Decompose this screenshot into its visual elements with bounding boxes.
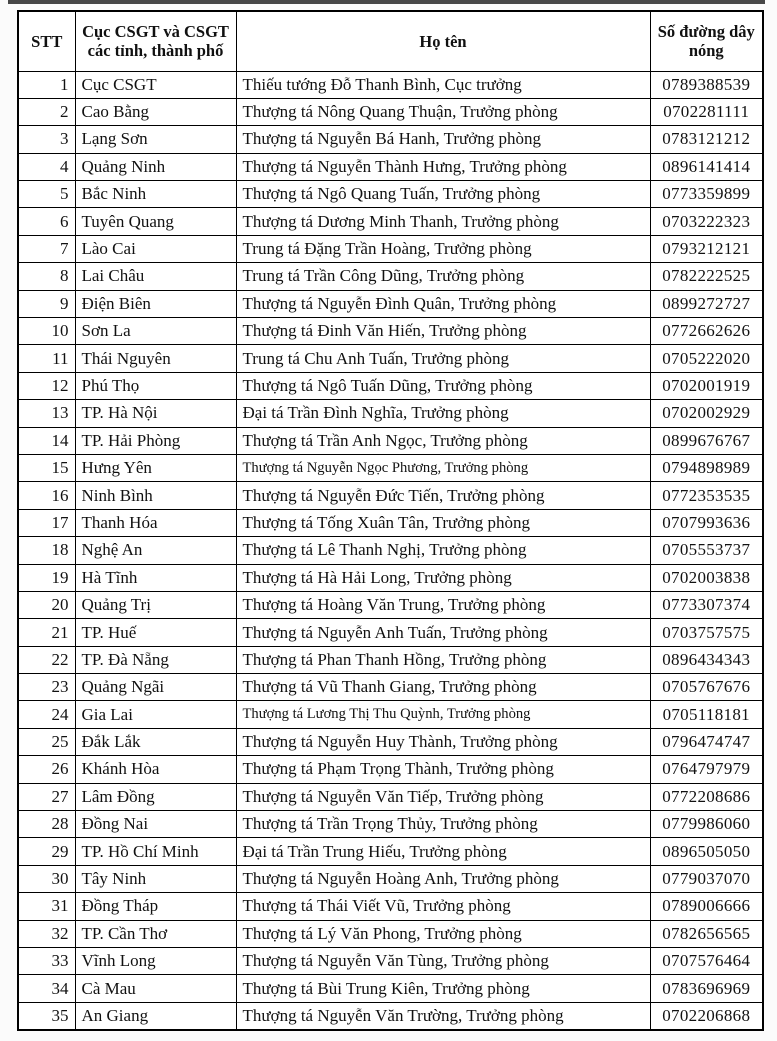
- cell-name: Thượng tá Hoàng Văn Trung, Trưởng phòng: [236, 591, 650, 618]
- cell-name: Thượng tá Nguyễn Anh Tuấn, Trưởng phòng: [236, 619, 650, 646]
- table-row: [18, 893, 763, 920]
- cell-hotline: 0896141414: [650, 153, 763, 180]
- table-row: [18, 454, 763, 481]
- cell-stt: 31: [18, 893, 75, 920]
- cell-stt: 21: [18, 619, 75, 646]
- cell-unit: Thanh Hóa: [75, 509, 236, 536]
- cell-name: Đại tá Trần Đình Nghĩa, Trưởng phòng: [236, 400, 650, 427]
- cell-unit: Sơn La: [75, 318, 236, 345]
- cell-name: Thượng tá Thái Viết Vũ, Trưởng phòng: [236, 893, 650, 920]
- hotline-table: [17, 10, 764, 1031]
- cell-name: Trung tá Chu Anh Tuấn, Trưởng phòng: [236, 345, 650, 372]
- cell-name: Thượng tá Lê Thanh Nghị, Trưởng phòng: [236, 537, 650, 564]
- cell-stt: 24: [18, 701, 75, 728]
- cell-stt: 2: [18, 98, 75, 125]
- cell-stt: 23: [18, 674, 75, 701]
- cell-unit: Quảng Trị: [75, 591, 236, 618]
- cell-stt: 4: [18, 153, 75, 180]
- cell-name: Thượng tá Trần Anh Ngọc, Trưởng phòng: [236, 427, 650, 454]
- table-row: [18, 728, 763, 755]
- cell-name: Thượng tá Lương Thị Thu Quỳnh, Trưởng phòng: [236, 701, 650, 728]
- cell-unit: Khánh Hòa: [75, 756, 236, 783]
- cell-unit: TP. Đà Nẵng: [75, 646, 236, 673]
- cell-hotline: 0707993636: [650, 509, 763, 536]
- cell-unit: TP. Hải Phòng: [75, 427, 236, 454]
- cell-unit: Đắk Lắk: [75, 728, 236, 755]
- cell-unit: Quảng Ngãi: [75, 674, 236, 701]
- cell-hotline: 0789388539: [650, 71, 763, 98]
- cell-name: Thượng tá Dương Minh Thanh, Trưởng phòng: [236, 208, 650, 235]
- cell-hotline: 0773359899: [650, 181, 763, 208]
- cell-stt: 34: [18, 975, 75, 1002]
- header-cell-name: Họ tên: [236, 11, 650, 71]
- cell-name: Thượng tá Nguyễn Thành Hưng, Trưởng phòng: [236, 153, 650, 180]
- cell-name: Thượng tá Nguyễn Đức Tiến, Trưởng phòng: [236, 482, 650, 509]
- header-cell-unit: Cục CSGT và CSGT các tỉnh, thành phố: [75, 11, 236, 71]
- cell-unit: Lai Châu: [75, 263, 236, 290]
- cell-unit: Tây Ninh: [75, 865, 236, 892]
- cell-stt: 22: [18, 646, 75, 673]
- cell-stt: 8: [18, 263, 75, 290]
- cell-stt: 6: [18, 208, 75, 235]
- table-row: [18, 427, 763, 454]
- cell-unit: Lạng Sơn: [75, 126, 236, 153]
- table-row: [18, 756, 763, 783]
- cell-hotline: 0764797979: [650, 756, 763, 783]
- cell-stt: 30: [18, 865, 75, 892]
- cell-unit: Lâm Đồng: [75, 783, 236, 810]
- cell-unit: Tuyên Quang: [75, 208, 236, 235]
- table-body: [18, 71, 763, 1030]
- cell-stt: 12: [18, 372, 75, 399]
- cell-stt: 26: [18, 756, 75, 783]
- cell-name: Thượng tá Trần Trọng Thủy, Trưởng phòng: [236, 811, 650, 838]
- cell-stt: 7: [18, 235, 75, 262]
- cell-unit: TP. Hồ Chí Minh: [75, 838, 236, 865]
- table-row: [18, 674, 763, 701]
- cell-name: Thượng tá Hà Hải Long, Trưởng phòng: [236, 564, 650, 591]
- cell-hotline: 0793212121: [650, 235, 763, 262]
- cell-stt: 33: [18, 948, 75, 975]
- cell-unit: Gia Lai: [75, 701, 236, 728]
- cell-name: Thượng tá Phạm Trọng Thành, Trưởng phòng: [236, 756, 650, 783]
- cell-unit: Phú Thọ: [75, 372, 236, 399]
- cell-name: Thượng tá Tống Xuân Tân, Trưởng phòng: [236, 509, 650, 536]
- cell-hotline: 0705118181: [650, 701, 763, 728]
- cell-stt: 13: [18, 400, 75, 427]
- cell-hotline: 0794898989: [650, 454, 763, 481]
- cell-hotline: 0789006666: [650, 893, 763, 920]
- table-row: [18, 865, 763, 892]
- cell-stt: 16: [18, 482, 75, 509]
- cell-name: Trung tá Trần Công Dũng, Trưởng phòng: [236, 263, 650, 290]
- table-row: [18, 1002, 763, 1029]
- cell-name: Thượng tá Nông Quang Thuận, Trưởng phòng: [236, 98, 650, 125]
- cell-hotline: 0705222020: [650, 345, 763, 372]
- table-row: [18, 811, 763, 838]
- cell-unit: Nghệ An: [75, 537, 236, 564]
- cell-name: Thượng tá Đinh Văn Hiến, Trưởng phòng: [236, 318, 650, 345]
- cell-name: Thượng tá Phan Thanh Hồng, Trưởng phòng: [236, 646, 650, 673]
- cell-name: Thượng tá Vũ Thanh Giang, Trưởng phòng: [236, 674, 650, 701]
- cell-unit: Hưng Yên: [75, 454, 236, 481]
- cell-hotline: 0707576464: [650, 948, 763, 975]
- table-row: [18, 482, 763, 509]
- cell-unit: Thái Nguyên: [75, 345, 236, 372]
- table-row: [18, 290, 763, 317]
- cell-hotline: 0782222525: [650, 263, 763, 290]
- table-row: [18, 701, 763, 728]
- cell-stt: 14: [18, 427, 75, 454]
- table-row: [18, 208, 763, 235]
- cell-name: Thượng tá Ngô Quang Tuấn, Trưởng phòng: [236, 181, 650, 208]
- table-row: [18, 263, 763, 290]
- cell-hotline: 0702003838: [650, 564, 763, 591]
- cell-hotline: 0702001919: [650, 372, 763, 399]
- cell-stt: 11: [18, 345, 75, 372]
- cell-hotline: 0772208686: [650, 783, 763, 810]
- cell-name: Thượng tá Nguyễn Hoàng Anh, Trưởng phòng: [236, 865, 650, 892]
- cell-hotline: 0702206868: [650, 1002, 763, 1029]
- table-row: [18, 948, 763, 975]
- cell-stt: 15: [18, 454, 75, 481]
- cell-hotline: 0783121212: [650, 126, 763, 153]
- cell-hotline: 0703757575: [650, 619, 763, 646]
- cell-name: Thượng tá Bùi Trung Kiên, Trưởng phòng: [236, 975, 650, 1002]
- table-row: [18, 71, 763, 98]
- cell-name: Trung tá Đặng Trần Hoàng, Trưởng phòng: [236, 235, 650, 262]
- cell-stt: 3: [18, 126, 75, 153]
- cell-hotline: 0702281111: [650, 98, 763, 125]
- cell-name: Thượng tá Nguyễn Bá Hanh, Trưởng phòng: [236, 126, 650, 153]
- cell-hotline: 0796474747: [650, 728, 763, 755]
- cell-unit: Vĩnh Long: [75, 948, 236, 975]
- table-row: [18, 509, 763, 536]
- table-row: [18, 564, 763, 591]
- cell-stt: 32: [18, 920, 75, 947]
- table-row: [18, 619, 763, 646]
- cell-hotline: 0779037070: [650, 865, 763, 892]
- table-row: [18, 318, 763, 345]
- cell-name: Thượng tá Ngô Tuấn Dũng, Trưởng phòng: [236, 372, 650, 399]
- top-edge-divider: [8, 0, 765, 4]
- cell-name: Thượng tá Nguyễn Ngọc Phương, Trưởng phòng: [236, 454, 650, 481]
- cell-name: Đại tá Trần Trung Hiếu, Trưởng phòng: [236, 838, 650, 865]
- table-header-row: [18, 11, 763, 71]
- cell-name: Thượng tá Nguyễn Văn Tiếp, Trưởng phòng: [236, 783, 650, 810]
- cell-stt: 29: [18, 838, 75, 865]
- table-row: [18, 345, 763, 372]
- cell-unit: Hà Tĩnh: [75, 564, 236, 591]
- cell-hotline: 0772662626: [650, 318, 763, 345]
- table-row: [18, 181, 763, 208]
- cell-hotline: 0782656565: [650, 920, 763, 947]
- table-row: [18, 98, 763, 125]
- cell-unit: Cà Mau: [75, 975, 236, 1002]
- cell-unit: Cao Bằng: [75, 98, 236, 125]
- cell-unit: Ninh Bình: [75, 482, 236, 509]
- header-cell-stt: STT: [18, 11, 75, 71]
- cell-unit: TP. Hà Nội: [75, 400, 236, 427]
- table-row: [18, 153, 763, 180]
- table-row: [18, 372, 763, 399]
- cell-name: Thiếu tướng Đỗ Thanh Bình, Cục trưởng: [236, 71, 650, 98]
- cell-stt: 35: [18, 1002, 75, 1029]
- table-row: [18, 975, 763, 1002]
- cell-unit: Điện Biên: [75, 290, 236, 317]
- table-row: [18, 400, 763, 427]
- cell-stt: 9: [18, 290, 75, 317]
- cell-hotline: 0702002929: [650, 400, 763, 427]
- cell-stt: 1: [18, 71, 75, 98]
- table-row: [18, 537, 763, 564]
- cell-unit: Đồng Nai: [75, 811, 236, 838]
- cell-hotline: 0705767676: [650, 674, 763, 701]
- cell-hotline: 0779986060: [650, 811, 763, 838]
- cell-unit: Đồng Tháp: [75, 893, 236, 920]
- cell-stt: 25: [18, 728, 75, 755]
- cell-hotline: 0783696969: [650, 975, 763, 1002]
- cell-name: Thượng tá Nguyễn Đình Quân, Trưởng phòng: [236, 290, 650, 317]
- cell-unit: An Giang: [75, 1002, 236, 1029]
- cell-hotline: 0896505050: [650, 838, 763, 865]
- table-row: [18, 783, 763, 810]
- cell-hotline: 0703222323: [650, 208, 763, 235]
- table-row: [18, 920, 763, 947]
- cell-stt: 19: [18, 564, 75, 591]
- cell-hotline: 0773307374: [650, 591, 763, 618]
- cell-unit: Quảng Ninh: [75, 153, 236, 180]
- cell-hotline: 0899272727: [650, 290, 763, 317]
- cell-name: Thượng tá Nguyễn Văn Tùng, Trưởng phòng: [236, 948, 650, 975]
- cell-name: Thượng tá Nguyễn Huy Thành, Trưởng phòng: [236, 728, 650, 755]
- cell-hotline: 0705553737: [650, 537, 763, 564]
- cell-unit: Cục CSGT: [75, 71, 236, 98]
- cell-stt: 28: [18, 811, 75, 838]
- cell-unit: TP. Cần Thơ: [75, 920, 236, 947]
- cell-stt: 20: [18, 591, 75, 618]
- header-cell-hotline: Số đường dây nóng: [650, 11, 763, 71]
- cell-hotline: 0896434343: [650, 646, 763, 673]
- cell-stt: 10: [18, 318, 75, 345]
- cell-stt: 27: [18, 783, 75, 810]
- cell-hotline: 0899676767: [650, 427, 763, 454]
- cell-name: Thượng tá Nguyễn Văn Trường, Trưởng phòng: [236, 1002, 650, 1029]
- cell-stt: 17: [18, 509, 75, 536]
- table-row: [18, 235, 763, 262]
- table-row: [18, 838, 763, 865]
- cell-unit: Lào Cai: [75, 235, 236, 262]
- cell-stt: 5: [18, 181, 75, 208]
- table-row: [18, 646, 763, 673]
- cell-unit: TP. Huế: [75, 619, 236, 646]
- cell-name: Thượng tá Lý Văn Phong, Trưởng phòng: [236, 920, 650, 947]
- cell-unit: Bắc Ninh: [75, 181, 236, 208]
- table-row: [18, 126, 763, 153]
- cell-hotline: 0772353535: [650, 482, 763, 509]
- table-row: [18, 591, 763, 618]
- cell-stt: 18: [18, 537, 75, 564]
